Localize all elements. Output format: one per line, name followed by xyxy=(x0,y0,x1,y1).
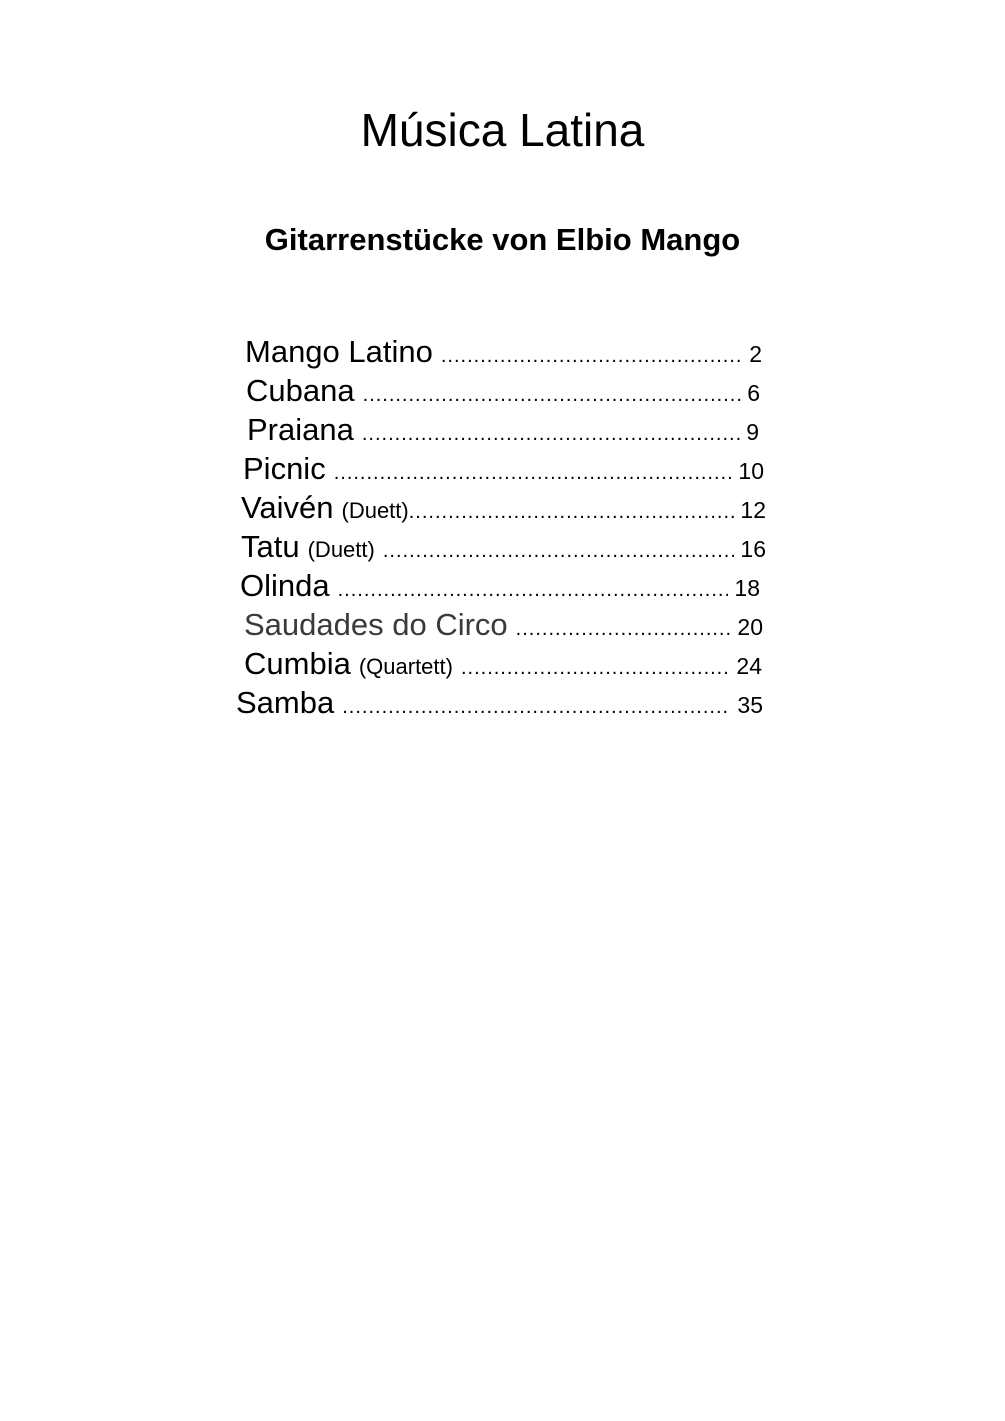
toc-entry-title: Vaivén xyxy=(241,490,334,525)
toc-leader-dots xyxy=(516,609,732,645)
toc-entry-note: (Duett) xyxy=(341,498,409,523)
toc-entry-title: Cubana xyxy=(246,373,355,408)
toc-entry-title: Tatu xyxy=(241,529,300,564)
toc-leader-dots xyxy=(338,570,729,606)
toc-entry-picnic xyxy=(243,449,764,489)
document-title: Música Latina xyxy=(360,104,645,156)
toc-entry-title: Olinda xyxy=(240,568,330,603)
toc-leader-dots xyxy=(409,492,735,528)
toc-entry-praiana xyxy=(247,410,759,450)
toc-entry-tatu xyxy=(241,527,766,567)
toc-leader-dots xyxy=(441,336,743,372)
toc-leader-dots xyxy=(362,414,740,450)
toc-entry-title: Saudades do Circo xyxy=(244,607,508,642)
toc-entry-page: 10 xyxy=(738,458,764,484)
toc-entry-mango-latino xyxy=(245,332,762,372)
toc-entry-samba xyxy=(236,683,763,723)
toc-entry-olinda xyxy=(240,566,760,606)
toc-entry-page: 16 xyxy=(740,536,766,562)
toc-entry-page: 35 xyxy=(737,692,763,718)
toc-entry-note: (Quartett) xyxy=(358,654,453,679)
toc-entry-page: 12 xyxy=(740,497,766,523)
toc-entry-note: (Duett) xyxy=(307,537,375,562)
toc-entry-page: 24 xyxy=(736,653,762,679)
toc-entry-vaiven xyxy=(241,488,766,528)
toc-entry-page: 2 xyxy=(749,341,762,367)
toc-entry-title: Mango Latino xyxy=(245,334,433,369)
toc-leader-dots xyxy=(461,648,730,684)
toc-entry-page: 9 xyxy=(746,419,759,445)
toc-entry-cubana xyxy=(246,371,760,411)
toc-leader-dots xyxy=(334,453,733,489)
document-subtitle: Gitarrenstücke von Elbio Mango xyxy=(264,222,741,257)
toc-entry-page: 20 xyxy=(737,614,763,640)
toc-entry-title: Samba xyxy=(236,685,335,720)
toc-entry-title: Cumbia xyxy=(244,646,351,681)
toc-entry-saudades-do-circo xyxy=(244,605,763,645)
toc-entry-title: Picnic xyxy=(243,451,326,486)
toc-leader-dots xyxy=(363,375,742,411)
toc-leader-dots xyxy=(383,531,735,567)
toc-entry-title: Praiana xyxy=(247,412,354,447)
toc-entry-page: 6 xyxy=(747,380,760,406)
toc-leader-dots xyxy=(342,687,731,723)
toc-entry-page: 18 xyxy=(734,575,760,601)
toc-entry-cumbia xyxy=(244,644,762,684)
